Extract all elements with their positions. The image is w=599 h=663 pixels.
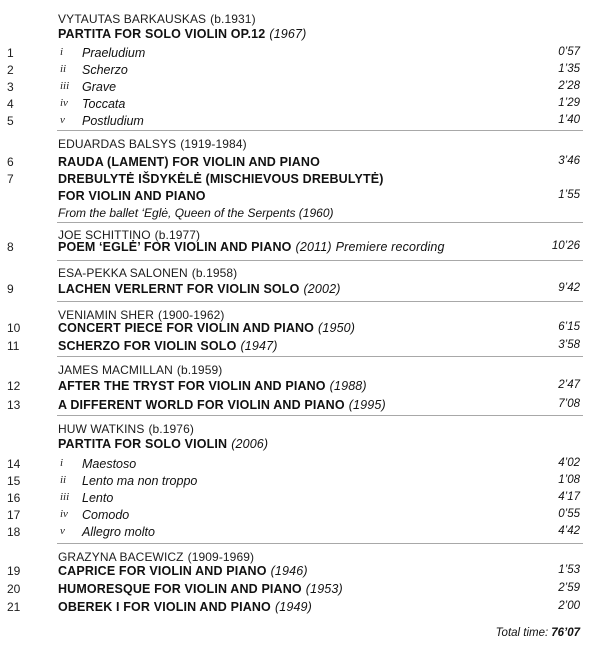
track-number: 19	[7, 564, 21, 578]
track-row[interactable]	[0, 339, 599, 356]
work-title-text: AFTER THE TRYST FOR VIOLIN AND PIANO	[58, 379, 326, 393]
work-year: (1949)	[274, 600, 312, 614]
section-divider	[57, 260, 583, 261]
composer-heading	[58, 12, 256, 26]
track-row[interactable]	[0, 600, 599, 617]
work-title-text: DREBULYTĖ IŠDYKĖLĖ (MISCHIEVOUS DREBULYTĖ)	[58, 172, 384, 186]
composer-name: JOE SCHITTINO	[58, 228, 151, 242]
track-row[interactable]	[0, 172, 599, 220]
track-number: 9	[7, 282, 14, 296]
track-duration: 0’57	[558, 46, 580, 58]
track-duration: 6’15	[558, 321, 580, 333]
movement-numeral: iii	[60, 80, 70, 92]
work-title	[58, 27, 306, 41]
composer-heading	[58, 363, 222, 377]
composer-heading	[58, 266, 237, 280]
track-duration: 10’26	[551, 240, 580, 252]
section-divider	[57, 415, 583, 416]
work-title	[58, 379, 367, 393]
movement-numeral: iii	[60, 491, 70, 503]
total-time-value: 76’07	[551, 627, 580, 639]
movement-title: Comodo	[82, 508, 130, 522]
work-title-text: CONCERT PIECE FOR VIOLIN AND PIANO	[58, 321, 315, 335]
work-title	[58, 564, 308, 578]
movement-row[interactable]	[0, 457, 599, 474]
composer-name: VYTAUTAS BARKAUSKAS	[58, 12, 207, 26]
track-row[interactable]	[0, 27, 599, 44]
track-row[interactable]	[0, 240, 599, 257]
movement-title: Scherzo	[82, 63, 128, 77]
track-number: 7	[7, 172, 14, 186]
movement-title: Allegro molto	[82, 525, 155, 539]
movement-title: Grave	[82, 80, 117, 94]
track-duration: 4’02	[558, 457, 580, 469]
track-row[interactable]	[0, 282, 599, 299]
section-divider	[57, 356, 583, 357]
movement-title: Postludium	[82, 114, 144, 128]
movement-numeral: v	[60, 114, 65, 126]
work-title-text: OBEREK I FOR VIOLIN AND PIANO	[58, 600, 271, 614]
track-duration: 2’00	[558, 600, 580, 612]
work-title-text: SCHERZO FOR VIOLIN SOLO	[58, 339, 237, 353]
track-number: 6	[7, 155, 14, 169]
track-duration: 1’55	[558, 189, 580, 201]
composer-dates: (1919-1984)	[180, 137, 247, 151]
work-title-text: PARTITA FOR SOLO VIOLIN OP.12	[58, 27, 266, 41]
movement-row[interactable]	[0, 63, 599, 80]
track-number: 12	[7, 379, 21, 393]
movement-row[interactable]	[0, 491, 599, 508]
track-number: 2	[7, 63, 14, 77]
total-time-label: Total time:	[495, 627, 549, 639]
work-subtitle: From the ballet ‘Eglė, Queen of the Serpents (1960)	[58, 206, 334, 220]
composer-heading	[58, 137, 247, 151]
composer-name: JAMES MACMILLAN	[58, 363, 173, 377]
track-duration: 1’53	[558, 564, 580, 576]
movement-numeral: iv	[60, 97, 68, 109]
composer-dates: (b.1977)	[154, 228, 201, 242]
movement-row[interactable]	[0, 508, 599, 525]
track-number: 20	[7, 582, 21, 596]
work-title-text: A DIFFERENT WORLD FOR VIOLIN AND PIANO	[58, 398, 345, 412]
work-note: Premiere recording	[335, 240, 445, 254]
section-divider	[57, 543, 583, 544]
movement-numeral: ii	[60, 474, 67, 486]
track-duration: 2’47	[558, 379, 580, 391]
track-number: 17	[7, 508, 21, 522]
work-year: (1947)	[240, 339, 278, 353]
track-duration: 9’42	[558, 282, 580, 294]
work-title	[58, 321, 355, 335]
track-duration: 3’58	[558, 339, 580, 351]
work-year: (1953)	[305, 582, 343, 596]
track-duration: 4’17	[558, 491, 580, 503]
composer-name: HUW WATKINS	[58, 422, 145, 436]
track-row[interactable]	[0, 564, 599, 581]
movement-numeral: v	[60, 525, 65, 537]
movement-numeral: iv	[60, 508, 68, 520]
track-number: 10	[7, 321, 21, 335]
track-duration: 0’55	[558, 508, 580, 520]
work-year: (2006)	[231, 437, 269, 451]
movement-title: Toccata	[82, 97, 126, 111]
work-title-text: HUMORESQUE FOR VIOLIN AND PIANO	[58, 582, 302, 596]
track-number: 14	[7, 457, 21, 471]
work-title-text: LACHEN VERLERNT FOR VIOLIN SOLO	[58, 282, 300, 296]
composer-heading	[58, 308, 224, 322]
work-title	[58, 155, 320, 169]
composer-name: EDUARDAS BALSYS	[58, 137, 177, 151]
work-year: (1995)	[348, 398, 386, 412]
track-duration: 2’28	[558, 80, 580, 92]
composer-dates: (1909-1969)	[187, 550, 255, 564]
movement-row[interactable]	[0, 474, 599, 491]
composer-name: GRAZYNA BACEWICZ	[58, 550, 184, 564]
work-title-text: RAUDA (LAMENT) FOR VIOLIN AND PIANO	[58, 155, 320, 169]
work-year: (2002)	[303, 282, 341, 296]
movement-title: Praeludium	[82, 46, 146, 60]
movement-title: Lento ma non troppo	[82, 474, 198, 488]
work-title	[58, 437, 268, 451]
track-duration: 1’40	[558, 114, 580, 126]
movement-title: Maestoso	[82, 457, 137, 471]
track-row[interactable]	[0, 155, 599, 172]
work-title-line2: FOR VIOLIN AND PIANO	[58, 189, 206, 203]
movement-title: Lento	[82, 491, 114, 505]
track-duration: 7’08	[558, 398, 580, 410]
work-title	[58, 398, 386, 412]
track-number: 15	[7, 474, 21, 488]
composer-name: VENIAMIN SHER	[58, 308, 154, 322]
movement-row[interactable]	[0, 46, 599, 63]
work-year: (1988)	[329, 379, 367, 393]
track-row[interactable]	[0, 398, 599, 415]
track-row[interactable]	[0, 379, 599, 396]
track-number: 16	[7, 491, 21, 505]
track-number: 4	[7, 97, 14, 111]
movement-row[interactable]	[0, 114, 599, 131]
track-row[interactable]	[0, 437, 599, 454]
composer-dates: (b.1958)	[191, 266, 238, 280]
work-title-text: CAPRICE FOR VIOLIN AND PIANO	[58, 564, 267, 578]
work-title-text: PARTITA FOR SOLO VIOLIN	[58, 437, 228, 451]
track-number: 18	[7, 525, 21, 539]
movement-numeral: i	[60, 457, 64, 469]
composer-dates: (b.1976)	[148, 422, 194, 436]
work-title	[58, 600, 312, 614]
track-duration: 4’42	[558, 525, 580, 537]
track-row[interactable]	[0, 582, 599, 599]
work-title	[58, 172, 384, 186]
track-number: 5	[7, 114, 14, 128]
track-duration: 1’29	[558, 97, 580, 109]
work-title	[58, 240, 445, 254]
work-year: (1967)	[269, 27, 307, 41]
work-title	[58, 582, 343, 596]
section-divider	[57, 222, 583, 223]
work-title-text: POEM ‘EGLĖ’ FOR VIOLIN AND PIANO	[58, 240, 292, 254]
work-year: (1946)	[270, 564, 308, 578]
composer-dates: (b.1959)	[176, 363, 223, 377]
track-number: 21	[7, 600, 21, 614]
track-duration: 3’46	[558, 155, 580, 167]
movement-numeral: ii	[60, 63, 67, 75]
work-year: (1950)	[318, 321, 356, 335]
track-row[interactable]	[0, 321, 599, 338]
composer-heading	[58, 550, 254, 564]
movement-numeral: i	[60, 46, 64, 58]
work-title	[58, 339, 278, 353]
section-divider	[57, 301, 583, 302]
track-duration: 1’35	[558, 63, 580, 75]
composer-dates: (1900-1962)	[157, 308, 225, 322]
track-duration: 2’59	[558, 582, 580, 594]
total-time	[496, 627, 580, 639]
work-year: (2011)	[295, 240, 332, 254]
track-number: 1	[7, 46, 14, 60]
movement-row[interactable]	[0, 525, 599, 542]
movement-row[interactable]	[0, 80, 599, 97]
track-number: 3	[7, 80, 14, 94]
composer-heading	[58, 422, 194, 436]
composer-dates: (b.1931)	[210, 12, 256, 26]
movement-row[interactable]	[0, 97, 599, 114]
track-number: 8	[7, 240, 14, 254]
track-duration: 1’08	[558, 474, 580, 486]
track-number: 13	[7, 398, 21, 412]
composer-name: ESA-PEKKA SALONEN	[58, 266, 188, 280]
track-number: 11	[7, 339, 20, 353]
section-divider	[57, 130, 583, 131]
work-title	[58, 282, 341, 296]
